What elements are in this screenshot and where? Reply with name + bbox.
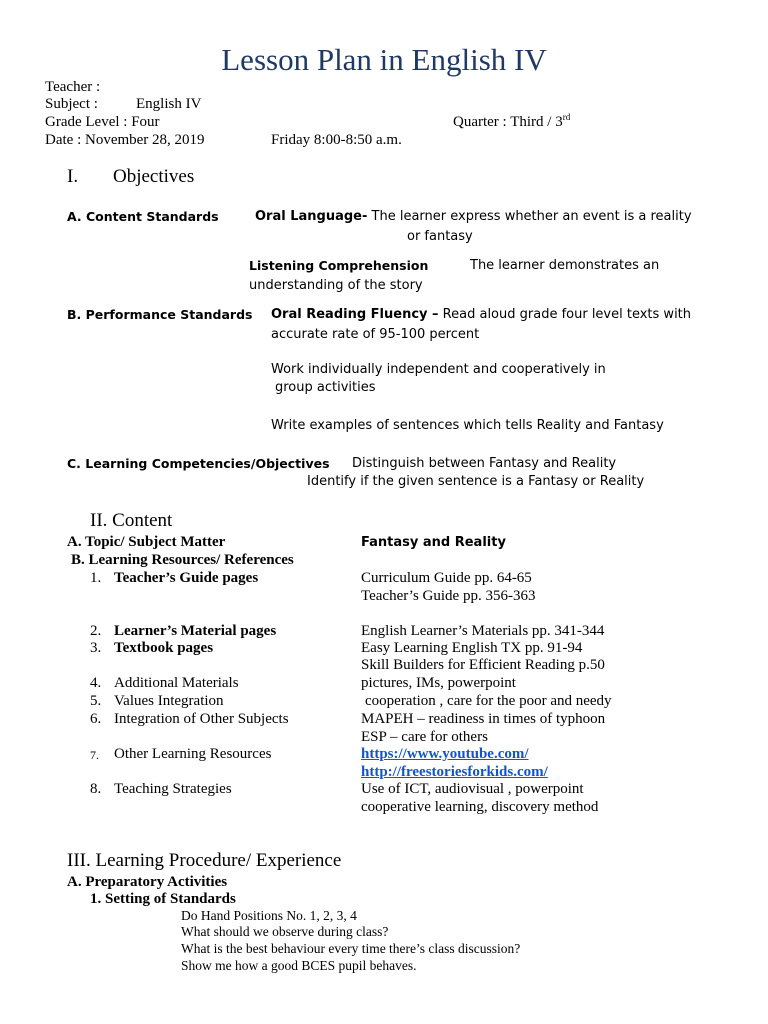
item-5-value-1: cooperation , care for the poor and needy [365, 693, 612, 709]
item-6-value-1: MAPEH – readiness in times of typhoon [361, 711, 606, 727]
teacher-label: Teacher : [45, 79, 101, 95]
work-text-cont: group activities [275, 380, 376, 395]
item-7-label: Other Learning Resources [114, 746, 272, 762]
grade-value: Four [131, 114, 160, 130]
item-5-label: Values Integration [114, 693, 224, 709]
objectives-heading: Objectives [113, 166, 195, 187]
quarter-label: Quarter : [453, 114, 507, 130]
content-heading: II. Content [90, 510, 173, 531]
procedure-line-3: What is the best behaviour every time there’s class discussion? [181, 941, 521, 956]
oral-language-text-cont: or fantasy [407, 229, 473, 244]
item-7-num: 7. [90, 748, 99, 762]
item-8-value-1: Use of ICT, audiovisual , powerpoint [361, 781, 584, 797]
content-standards-label: A. Content Standards [67, 209, 219, 224]
item-5-num: 5. [90, 693, 102, 709]
date-label: Date : [45, 132, 82, 148]
item-6-label: Integration of Other Subjects [114, 711, 289, 727]
item-2-num: 2. [90, 623, 102, 639]
oral-language-text: The learner express whether an event is a reality [367, 209, 692, 224]
procedure-heading: III. Learning Procedure/ Experience [67, 850, 342, 871]
grade-level [45, 114, 160, 131]
reading-fluency-text-cont: accurate rate of 95-100 percent [271, 327, 480, 342]
date-value: November 28, 2019 [84, 132, 205, 148]
item-1-value-2: Teacher’s Guide pp. 356-363 [361, 588, 536, 604]
topic-label: A. Topic/ Subject Matter [67, 534, 226, 550]
standards-setting [90, 891, 236, 908]
write-text: Write examples of sentences which tells Reality and Fantasy [271, 418, 664, 433]
item-8-num: 8. [90, 781, 102, 797]
oral-language-label: Oral Language- [255, 209, 368, 224]
topic-value: Fantasy and Reality [361, 535, 506, 550]
reading-fluency-text: Read aloud grade four level texts with [438, 307, 692, 322]
standards-label: Setting of Standards [105, 891, 236, 907]
youtube-link[interactable]: https://www.youtube.com/ [361, 746, 529, 762]
procedure-line-2: What should we observe during class? [181, 924, 389, 939]
procedure-line-1: Do Hand Positions No. 1, 2, 3, 4 [181, 908, 357, 923]
listening-text: The learner demonstrates an [470, 258, 660, 273]
item-4-num: 4. [90, 675, 102, 691]
subject-label: Subject : [45, 96, 98, 112]
quarter-value: Third / 3 [510, 114, 563, 130]
item-2-value-1: English Learner’s Materials pp. 341-344 [361, 623, 605, 639]
resources-label: B. Learning Resources/ References [71, 552, 294, 568]
preparatory-label: A. Preparatory Activities [67, 874, 228, 890]
item-1-num: 1. [90, 570, 102, 586]
item-4-value-1: pictures, IMs, powerpoint [361, 675, 516, 691]
work-text: Work individually independent and cooperatively in [271, 362, 606, 377]
procedure-line-4: Show me how a good BCES pupil behaves. [181, 958, 417, 973]
item-1-label: Teacher’s Guide pages [114, 570, 259, 586]
competency-2: Identify if the given sentence is a Fantasy or Reality [307, 474, 645, 489]
objectives-numeral: I. [67, 166, 79, 187]
item-6-value-2: ESP – care for others [361, 729, 488, 745]
day-time: Friday 8:00-8:50 a.m. [271, 132, 402, 148]
grade-label: Grade Level : [45, 114, 128, 130]
date [45, 132, 205, 149]
competency-1: Distinguish between Fantasy and Reality [352, 456, 617, 471]
competencies-label: C. Learning Competencies/Objectives [67, 456, 330, 471]
listening-text-cont: understanding of the story [249, 278, 423, 293]
item-3-value-1: Easy Learning English TX pp. 91-94 [361, 640, 583, 656]
item-8-label: Teaching Strategies [114, 781, 232, 797]
item-6-num: 6. [90, 711, 102, 727]
freestories-link[interactable]: http://freestoriesforkids.com/ [361, 764, 548, 780]
subject-value: English IV [136, 96, 202, 112]
listening-label: Listening Comprehension [249, 258, 429, 273]
item-3-label: Textbook pages [114, 640, 214, 656]
quarter-sup: rd [562, 112, 571, 122]
quarter [453, 114, 570, 131]
performance-standards-label: B. Performance Standards [67, 307, 253, 322]
page-title: Lesson Plan in English IV [221, 42, 547, 77]
reading-fluency [271, 307, 691, 322]
item-4-label: Additional Materials [114, 675, 239, 691]
item-2-label: Learner’s Material pages [114, 623, 277, 639]
item-1-value-1: Curriculum Guide pp. 64-65 [361, 570, 532, 586]
oral-language [255, 209, 692, 224]
standards-num: 1. [90, 891, 102, 907]
reading-fluency-label: Oral Reading Fluency – [271, 307, 439, 322]
item-3-num: 3. [90, 640, 102, 656]
item-8-value-2: cooperative learning, discovery method [361, 799, 599, 815]
item-3-value-2: Skill Builders for Efficient Reading p.50 [361, 657, 605, 673]
